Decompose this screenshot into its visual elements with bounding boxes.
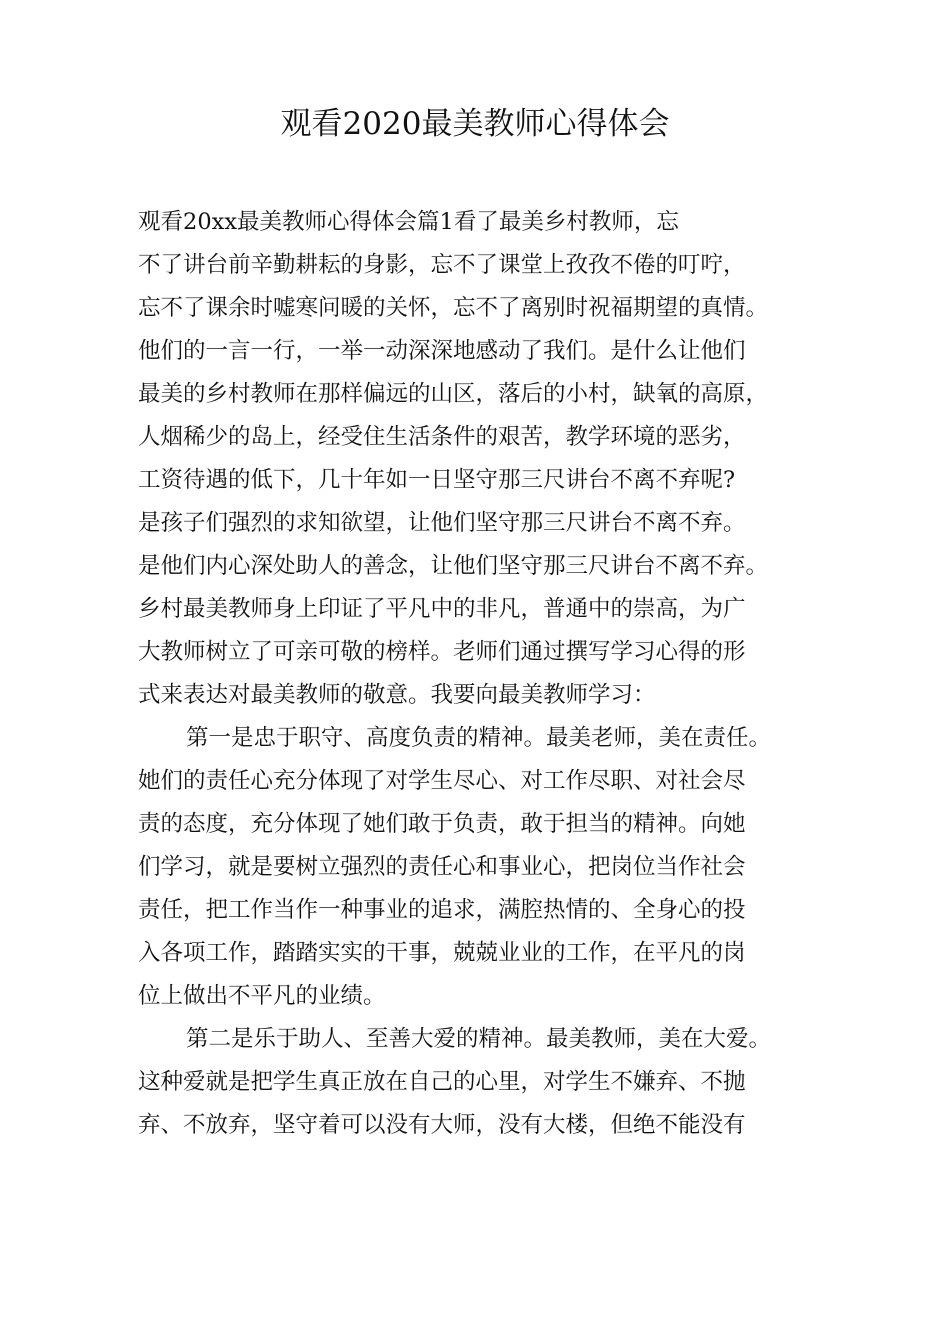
body-line: 责任，把工作当作一种事业的追求，满腔热情的、全身心的投 (138, 897, 746, 923)
body-line: 最美的乡村教师在那样偏远的山区，落后的小村，缺氧的高原， (138, 381, 769, 407)
document-title: 观看2020最美教师心得体会 (280, 106, 670, 142)
body-line: 工资待遇的低下，几十年如一日坚守那三尺讲台不离不弃呢? (138, 467, 736, 493)
body-line: 大教师树立了可亲可敬的榜样。老师们通过撰写学习心得的形 (138, 639, 746, 665)
body-line: 乡村最美教师身上印证了平凡中的非凡，普通中的崇高，为广 (138, 596, 746, 622)
body-line: 她们的责任心充分体现了对学生尽心、对工作尽职、对社会尽 (138, 768, 746, 794)
body-line: 位上做出不平凡的业绩。 (138, 983, 386, 1009)
body-line: 这种爱就是把学生真正放在自己的心里，对学生不嫌弃、不抛 (138, 1069, 746, 1095)
body-line: 他们的一言一行，一举一动深深地感动了我们。是什么让他们 (138, 338, 746, 364)
body-line: 式来表达对最美教师的敬意。我要向最美教师学习： (138, 682, 656, 708)
body-line: 们学习，就是要树立强烈的责任心和事业心，把岗位当作社会 (138, 854, 746, 880)
paragraph-first-line: 第二是乐于助人、至善大爱的精神。最美教师，美在大爱。 (186, 1026, 772, 1052)
body-line: 人烟稀少的岛上，经受住生活条件的艰苦，教学环境的恶劣， (138, 424, 746, 450)
body-line: 是孩子们强烈的求知欲望，让他们坚守那三尺讲台不离不弃。 (138, 510, 746, 536)
body-line: 观看20xx最美教师心得体会篇1看了最美乡村教师，忘 (138, 209, 679, 235)
body-line: 入各项工作，踏踏实实的干事，兢兢业业的工作，在平凡的岗 (138, 940, 746, 966)
body-line: 不了讲台前辛勤耕耘的身影，忘不了课堂上孜孜不倦的叮咛， (138, 252, 746, 278)
body-line: 是他们内心深处助人的善念，让他们坚守那三尺讲台不离不弃。 (138, 553, 769, 579)
body-line: 忘不了课余时嘘寒问暖的关怀，忘不了离别时祝福期望的真情。 (138, 295, 769, 321)
body-line: 弃、不放弃，坚守着可以没有大师，没有大楼，但绝不能没有 (138, 1112, 746, 1138)
document-body (138, 201, 858, 1147)
paragraph-first-line: 第一是忠于职守、高度负责的精神。最美老师，美在责任。 (186, 725, 772, 751)
body-line: 责的态度，充分体现了她们敢于负责，敢于担当的精神。向她 (138, 811, 746, 837)
